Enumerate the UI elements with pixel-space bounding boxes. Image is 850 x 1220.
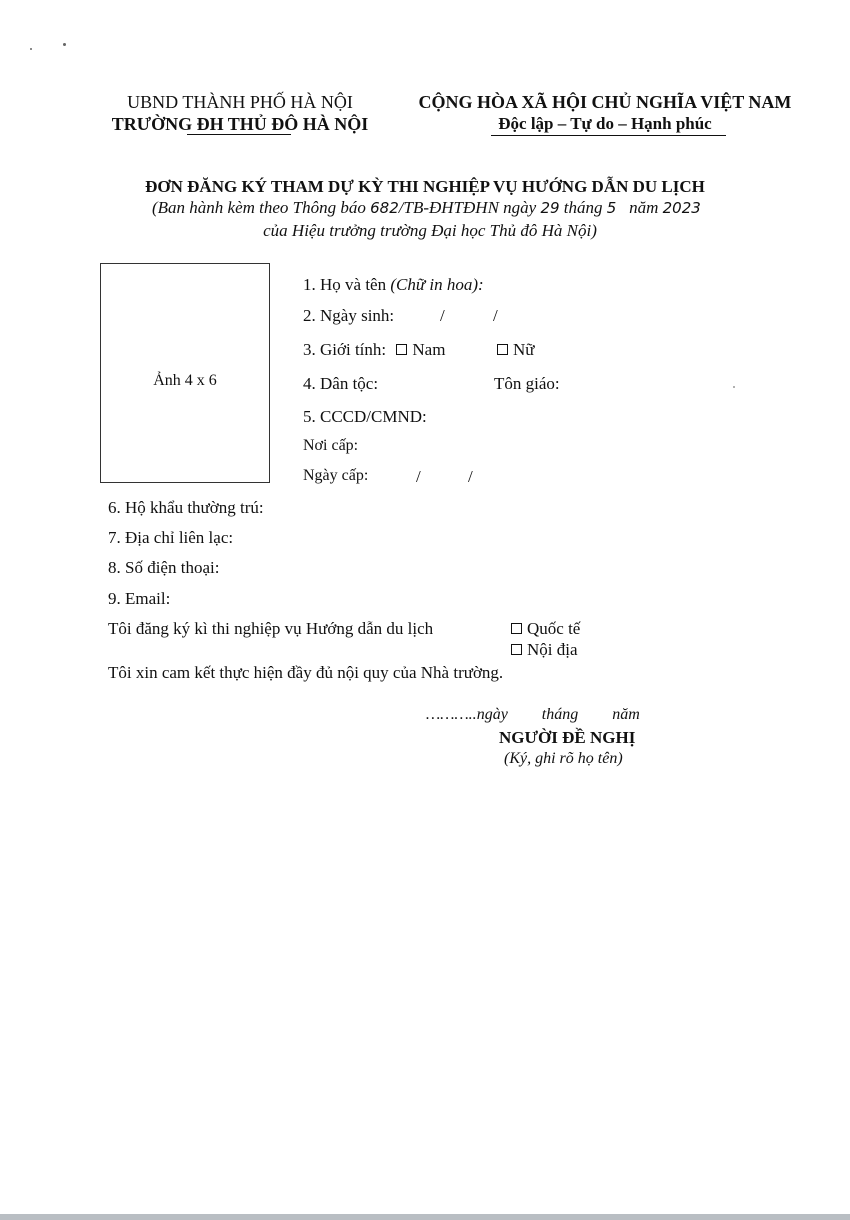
field-email: 9. Email: bbox=[108, 589, 171, 608]
gender-female-label: Nữ bbox=[513, 340, 535, 359]
field-religion: Tôn giáo: bbox=[494, 374, 560, 393]
subtitle-part1: (Ban hành kèm theo Thông báo bbox=[152, 198, 366, 217]
option-international bbox=[511, 619, 580, 639]
date-month-label: tháng bbox=[541, 706, 579, 723]
gender-male-checkbox[interactable] bbox=[396, 344, 407, 355]
agency-name: UBND THÀNH PHỐ HÀ NỘI bbox=[127, 92, 353, 112]
name-hint: (Chữ in hoa): bbox=[390, 275, 484, 294]
gender-female-checkbox[interactable] bbox=[497, 344, 508, 355]
date-day-label: ngày bbox=[476, 706, 508, 723]
dob-separator-1: / bbox=[440, 306, 445, 325]
field-gender bbox=[303, 340, 445, 360]
photo-label: Ảnh 4 x 6 bbox=[153, 372, 217, 389]
notice-month: 5 bbox=[606, 199, 617, 217]
field-gender-female bbox=[497, 340, 535, 360]
subtitle-part4: năm bbox=[629, 198, 659, 217]
scan-speck bbox=[63, 43, 66, 46]
gender-label: 3. Giới tính: bbox=[303, 340, 387, 359]
signature-title: NGƯỜI ĐỀ NGHỊ bbox=[499, 728, 636, 747]
country-name: CỘNG HÒA XÃ HỘI CHỦ NGHĨA VIỆT NAM bbox=[418, 92, 792, 112]
notice-day: 29 bbox=[540, 199, 560, 217]
photo-placeholder bbox=[100, 263, 270, 483]
subtitle-part3: tháng bbox=[563, 198, 603, 217]
scan-speck bbox=[733, 386, 735, 388]
domestic-checkbox[interactable] bbox=[511, 644, 522, 655]
field-phone: 8. Số điện thoại: bbox=[108, 558, 220, 577]
issue-date-separator-2: / bbox=[468, 467, 473, 486]
commitment-text: Tôi xin cam kết thực hiện đầy đủ nội quy của Nhà trường. bbox=[108, 663, 504, 682]
field-ethnicity: 4. Dân tộc: bbox=[303, 374, 379, 393]
field-issue-place: Nơi cấp: bbox=[303, 437, 359, 454]
header-right-underline bbox=[491, 135, 726, 136]
date-dots: ……….. bbox=[426, 706, 477, 723]
dob-separator-2: / bbox=[493, 306, 498, 325]
option-domestic bbox=[511, 640, 578, 660]
domestic-label: Nội địa bbox=[527, 640, 578, 659]
notice-number: 682 bbox=[370, 199, 399, 217]
date-year-label: năm bbox=[612, 706, 640, 723]
field-dob: 2. Ngày sinh: bbox=[303, 306, 395, 325]
header-right bbox=[395, 91, 815, 135]
issue-date-separator-1: / bbox=[416, 467, 421, 486]
field-issue-date: Ngày cấp: bbox=[303, 467, 369, 484]
form-subtitle-line2: của Hiệu trưởng trường Đại học Thủ đô Hà Nội) bbox=[263, 221, 597, 240]
header-left bbox=[95, 91, 385, 135]
field-id-number: 5. CCCD/CMND: bbox=[303, 407, 427, 426]
header-left-underline bbox=[187, 134, 291, 135]
name-label: 1. Họ và tên bbox=[303, 275, 387, 294]
scan-bottom-edge bbox=[0, 1214, 850, 1220]
gender-male-label: Nam bbox=[412, 340, 446, 359]
scan-speck bbox=[30, 48, 32, 50]
school-name: TRƯỜNG ĐH THỦ ĐÔ HÀ NỘI bbox=[111, 114, 369, 134]
registration-text: Tôi đăng ký kì thi nghiệp vụ Hướng dẫn du lịch bbox=[108, 619, 434, 638]
signature-date-line bbox=[426, 706, 640, 724]
field-name bbox=[303, 275, 484, 295]
international-label: Quốc tế bbox=[527, 619, 581, 638]
form-title: ĐƠN ĐĂNG KÝ THAM DỰ KỲ THI NGHIỆP VỤ HƯỚNG DẪN DU LỊCH bbox=[145, 177, 705, 196]
notice-year: 2023 bbox=[662, 199, 701, 217]
field-address: 7. Địa chỉ liên lạc: bbox=[108, 528, 234, 547]
field-residence: 6. Hộ khẩu thường trú: bbox=[108, 498, 264, 517]
national-motto: Độc lập – Tự do – Hạnh phúc bbox=[498, 114, 712, 133]
form-subtitle-line1 bbox=[152, 198, 701, 218]
international-checkbox[interactable] bbox=[511, 623, 522, 634]
subtitle-part2: /TB-ĐHTĐHN ngày bbox=[398, 198, 537, 217]
signature-note: (Ký, ghi rõ họ tên) bbox=[504, 750, 623, 767]
